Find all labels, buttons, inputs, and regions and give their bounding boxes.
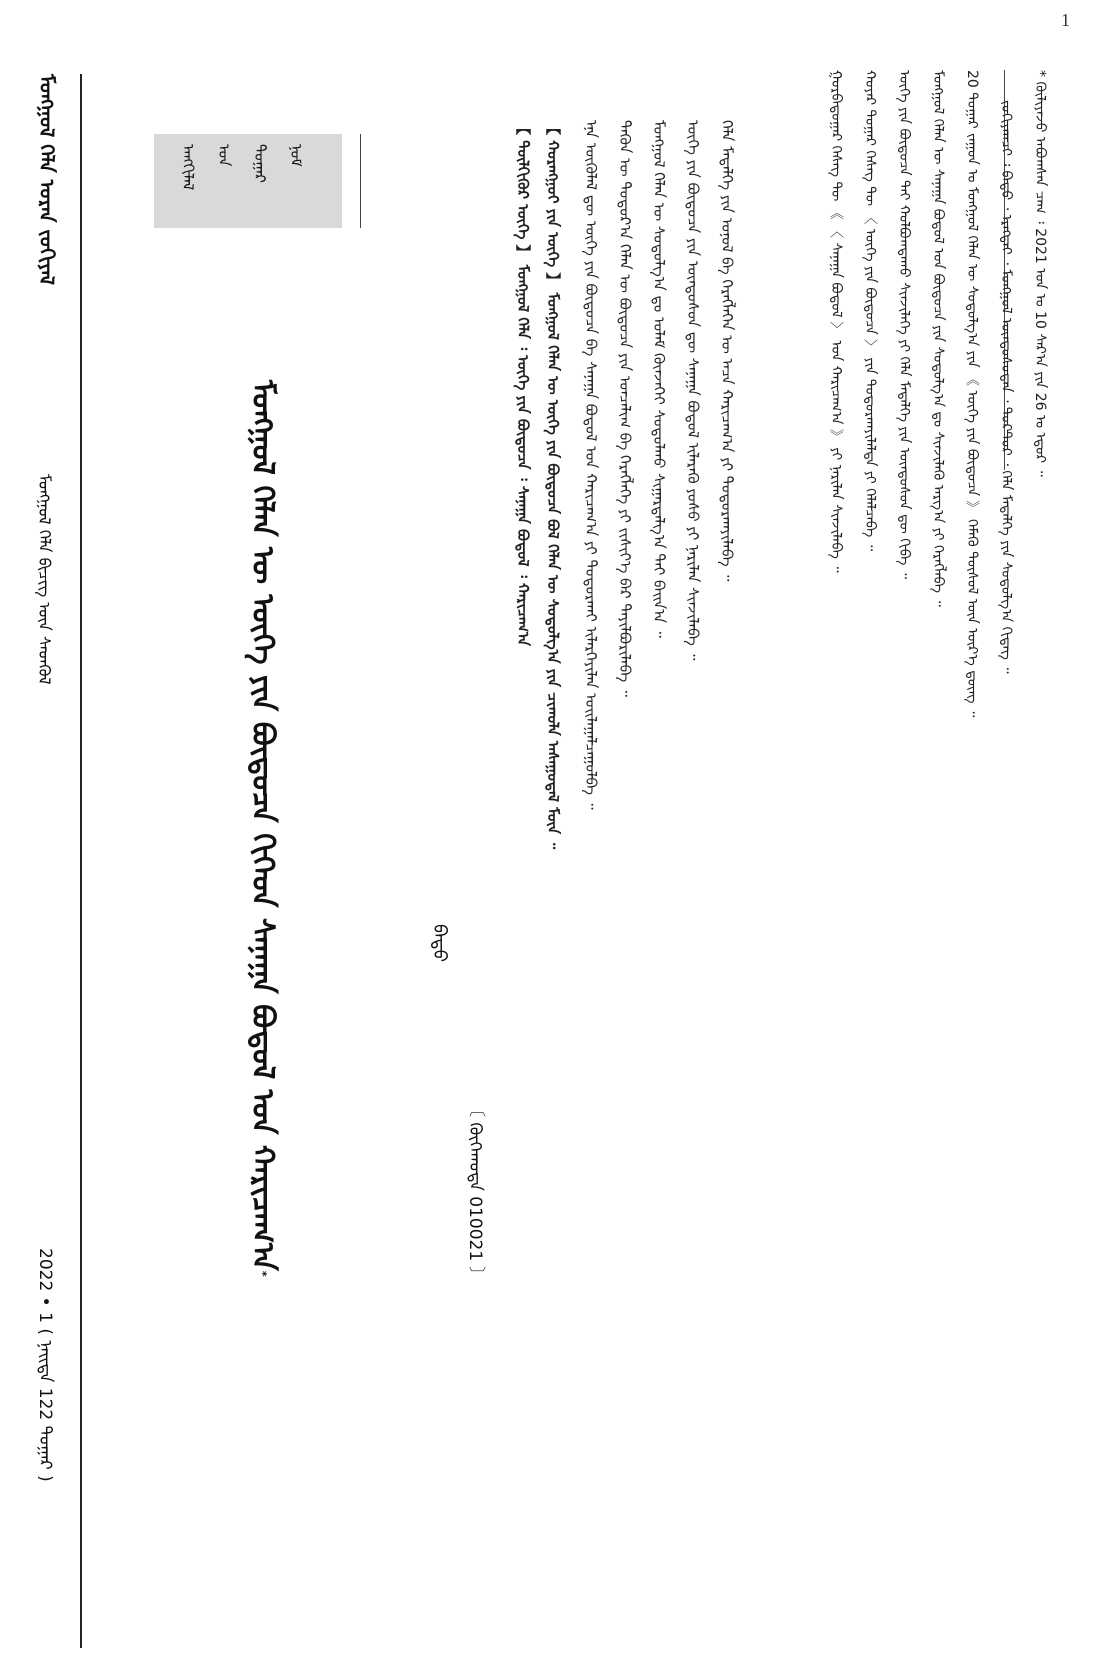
classification-line: ᠤᠨ xyxy=(215,144,233,167)
classification-line: ᠠᠩᠭᠢᠯᠠᠯ xyxy=(179,144,197,191)
footnote-line: ᠬᠣᠶᠠᠷ ᠳᠤᠭᠠᠷ ᠬᠡᠰᠡᠭ ᠲᠦ 〈 ᠦᠭᠡ ᠶᠢᠨ ᠪᠦᠲᠦᠴᠡ 〉 ᠶᠢᠨ ᠲᠣᠳᠣᠷᠬᠠᠶᠢᠯᠠᠯᠲᠠ ᠶᠢ ᠬᠡᠯᠡᠯᠴᠡᠪᠡ ᠃ xyxy=(862,70,878,551)
keywords-column: 【 ᠲᠦᠯᠬᠢᠭᠦᠷ ᠦᠭᠡ 】 ᠮᠣᠩᠭᠣᠯ ᠬᠡᠯᠡ ᠄ ᠦᠭᠡ ᠶᠢᠨ ᠪᠦᠲᠦᠴᠡ ᠄ ᠰᠠᠨᠠᠭᠠ ᠪᠣᠳᠣᠯ ᠄ ᠬᠠᠷᠢᠴᠠᠭ᠎ᠠ xyxy=(514,120,532,647)
footnote-line: ᠵᠣᠬᠢᠶᠠᠭᠴᠢ ᠄ ᠪᠠᠲᠤ ᠂ ᠡᠷᠡᠭᠲᠡᠢ ᠂ ᠮᠣᠩᠭᠣᠯ ᠦᠨᠳᠦᠰᠦᠲᠡᠨ ᠂ ᠳᠣᠺᠲ᠋ᠣᠷ ᠂ ᠬᠡᠯᠡ ᠮᠡᠳᠡᠯᠭᠡ ᠶᠢᠨ ᠰᠤᠳᠤᠯᠭ᠎ᠠ ᠬᠢᠳᠡᠭ ᠃ xyxy=(998,100,1014,674)
abstract-column: ᠬᠡᠯᠡ ᠮᠡᠳᠡᠯᠭᠡ ᠶᠢᠨ ᠣᠨᠣᠯ ᠪᠠ ᠬᠡᠷᠡᠭᠯᠡᠭᠡᠨ ᠦ ᠠᠴᠠ ᠬᠠᠷᠢᠴᠠᠭ᠎ᠠ ᠶᠢ ᠲᠣᠳᠣᠷᠬᠠᠶᠢᠯᠠᠪᠠ ᠃ xyxy=(718,120,736,582)
abstract-column: ᠲᠡᠭᠦᠨ ᠦ ᠳᠣᠲᠣᠷ᠎ᠠ ᠬᠡᠯᠡᠨ ᠦ ᠪᠦᠲᠦᠴᠡ ᠶᠢᠨ ᠣᠨᠴᠠᠯᠢᠭ ᠪᠠ ᠬᠡᠷᠡᠭᠯᠡᠭᠡ ᠶᠢ ᠵᠢᠱᠢᠶ᠎ᠡ ᠪᠡᠷ ᠲᠠᠶᠢᠯᠪᠤᠷᠢᠯᠠᠪᠠ ᠃ xyxy=(616,120,634,697)
author-name: ᠪᠠᠲᠤ xyxy=(429,924,450,962)
abstract-column: 【 ᠬᠤᠷᠠᠩᠭᠤᠢ ᠶᠢᠨ ᠦᠭᠡ 】 ᠮᠣᠩᠭᠣᠯ ᠬᠡᠯᠡᠨ ᠦ ᠦᠭᠡ ᠶᠢᠨ ᠪᠦᠲᠦᠴᠡ ᠪᠣᠯ ᠬᠡᠯᠡᠨ ᠦ ᠰᠤᠳᠤᠯᠭ᠎ᠠ ᠶᠢᠨ ᠴᠢᠬᠤᠯᠠ ᠠᠰᠠᠭᠤᠳᠠᠯ ᠮᠥᠨ ᠃ xyxy=(544,120,562,850)
abstract-column: ᠦᠭᠡ ᠶᠢᠨ ᠪᠦᠲᠦᠴᠡ ᠶᠢᠨ ᠦᠨᠳᠦᠰᠦᠨ ᠳᠦ ᠰᠠᠨᠠᠭᠠ ᠪᠣᠳᠣᠯ ᠢᠯᠡᠷᠡᠬᠦ ᠶᠣᠰᠣ ᠶᠢ ᠨᠠᠷᠢᠯᠠᠨ ᠰᠢᠨᠵᠢᠯᠡᠪᠡ ᠃ xyxy=(684,120,702,661)
footnote-marker: * xyxy=(1032,70,1048,77)
article-title xyxy=(236,380,289,1277)
classification-text xyxy=(170,144,314,190)
footnote-line: ᠦᠭᠡ ᠶᠢᠨ ᠪᠦᠲᠦᠴᠡ ᠲᠠᠢ ᠬᠣᠯᠪᠣᠭᠳᠠᠬᠤ ᠰᠢᠨᠵᠢᠯᠡᠭᠡ ᠶᠢ ᠬᠡᠯᠡ ᠮᠡᠳᠡᠯᠭᠡ ᠶᠢᠨ ᠦᠨᠳᠦᠰᠦᠨ ᠳᠦ ᠬᠢᠪᠡ ᠃ xyxy=(896,70,912,580)
journal-name: ᠮᠣᠩᠭᠣᠯ ᠬᠡᠯᠡ ᠤᠷᠠᠨ ᠵᠣᠬᠢᠶᠠᠯ xyxy=(35,74,59,286)
footnote-line: ᠮᠣᠩᠭᠣᠯ ᠬᠡᠯᠡᠨ ᠦ ᠰᠠᠨᠠᠭᠠ ᠪᠣᠳᠣᠯ ᠤᠨ ᠪᠦᠲᠦᠴᠡ ᠶᠢᠨ ᠰᠤᠳᠤᠯᠭ᠎ᠠ ᠳᠤ ᠰᠢᠨᠵᠢᠯᠡᠬᠦ ᠠᠷᠭ᠎ᠠ ᠶᠢ ᠬᠡᠷᠡᠭᠯᠡᠪᠡ ᠃ xyxy=(930,70,946,607)
left-rule xyxy=(80,74,82,1648)
author-affiliation: 〔 ᠬᠥᠬᠡᠬᠣᠲᠠ 010021 〕 xyxy=(465,1100,485,1284)
footnote-line: ᠭᠤᠷᠪᠠᠳᠤᠭᠠᠷ ᠬᠡᠰᠡᠭ ᠲᠦ 《 〈 ᠰᠠᠨᠠᠭᠠ ᠪᠣᠳᠣᠯ 〉 ᠤᠨ ᠬᠠᠷᠢᠴᠠᠭ᠎ᠠ 》 ᠶᠢ ᠨᠠᠷᠢᠯᠠᠨ ᠰᠢᠨᠵᠢᠯᠡᠪᠡ ᠃ xyxy=(828,70,844,573)
abstract-column: ᠡᠨᠡ ᠥᠭᠦᠯᠡᠯ ᠳᠦ ᠦᠭᠡ ᠶᠢᠨ ᠪᠦᠲᠦᠴᠡ ᠪᠠ ᠰᠠᠨᠠᠭᠠ ᠪᠣᠳᠣᠯ ᠤᠨ ᠬᠠᠷᠢᠴᠠᠭ᠎ᠠ ᠶᠢ ᠲᠣᠳᠣᠷᠬᠠᠶ ᠢᠯᠡᠷᠬᠡᠶᠢᠯᠡᠨ ᠣᠢᠯᠠᠭᠠᠯᠴᠠᠭᠤᠯᠪᠠ ᠃ xyxy=(582,120,600,810)
footnote-line: 20 ᠳᠤᠭᠠᠷ ᠵᠠᠭᠤᠨ ᠤ ᠮᠣᠩᠭᠣᠯ ᠬᠡᠯᠡᠨ ᠦ ᠰᠤᠳᠤᠯᠭ᠎ᠠ ᠶᠢᠨ 《 ᠦᠭᠡ ᠶᠢᠨ ᠪᠦᠲᠦᠴᠡ 》 ᠬᠡᠮᠡᠬᠦ ᠲᠥᠰᠥᠯ ᠦᠨ ᠦᠷ᠎ᠡ ᠳ᠋ᠦᠩ ᠃ xyxy=(964,70,980,718)
page-number: 1 xyxy=(1061,10,1070,30)
footnote-text: ᠬᠦᠯᠢᠶᠡᠵᠦ ᠠᠪᠤᠭᠰᠠᠨ ᠴᠠᠭ ᠄ 2021 ᠣᠨ ᠤ 10 ᠰᠠᠷ᠎ᠠ ᠶᠢᠨ 26 ᠤ ᠡᠳᠦᠷ ᠃ xyxy=(1032,81,1048,477)
classification-line: ᠨᠣᠮ xyxy=(287,144,305,167)
classification-line: ᠳᠤᠭᠠᠷ xyxy=(251,144,269,183)
publisher-line: ᠮᠣᠩᠭᠣᠯ ᠬᠡᠯᠡ ᠪᠢᠴᠢᠭ ᠦᠨ ᠰᠡᠳᠬᠦᠯ xyxy=(35,474,54,685)
issue-info: 2022 • 1 ( ᠨᠡᠢᠲᠡ 122 ᠳᠤᠭᠠᠷ ) xyxy=(35,1248,55,1482)
abstract-column: ᠮᠣᠩᠭᠣᠯ ᠬᠡᠯᠡᠨ ᠦ ᠰᠤᠳᠤᠯᠭ᠎ᠠ ᠳᠤ ᠤᠯᠠᠮ ᠭᠦᠨᠵᠡᠭᠡᠢ ᠰᠤᠳᠤᠯᠬᠤ ᠰᠢᠭᠠᠷᠳᠠᠯᠭ᠎ᠠ ᠲᠠᠢ ᠪᠠᠢᠨ᠎ᠠ ᠃ xyxy=(650,120,668,638)
box-rule xyxy=(360,134,361,228)
footnote-line xyxy=(1028,70,1052,1590)
article-title-text: ᠮᠣᠩᠭᠣᠯ ᠬᠡᠯᠡᠨ ᠦ ᠦᠭᠡ ᠶᠢᠨ ᠪᠦᠲᠦᠴᠡ ᠬᠢᠭᠡᠳ ᠰᠠᠨᠠᠭᠠ ᠪᠣᠳᠣᠯ ᠤᠨ ᠬᠠᠷᠢᠴᠠᠭ᠎ᠠ xyxy=(245,380,280,1271)
title-footnote-mark: * xyxy=(256,1270,269,1277)
